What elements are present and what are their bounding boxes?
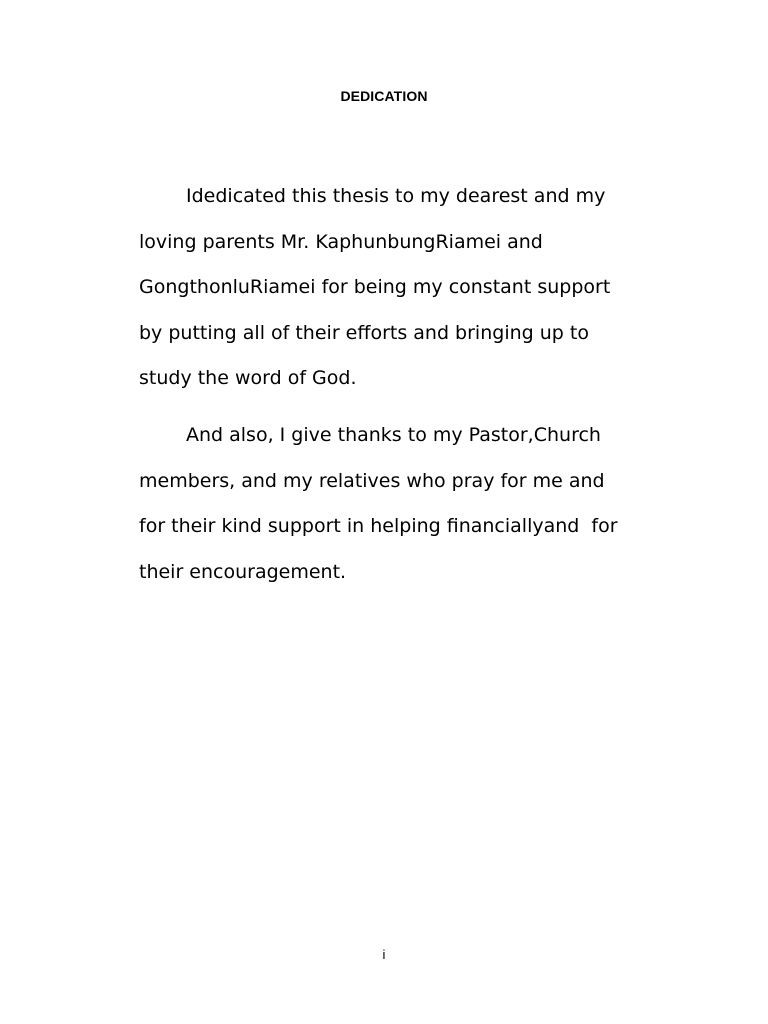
dedication-heading: DEDICATION [340, 88, 428, 104]
dedication-paragraph-1 [139, 174, 679, 402]
paragraph-line: study the word of God. [139, 367, 357, 389]
paragraph-line: GongthonluRiamei for being my constant support [139, 276, 611, 298]
paragraph-line: loving parents Mr. KaphunbungRiamei and [139, 230, 543, 253]
paragraph-line: Idedicated this thesis to my dearest and my [186, 185, 606, 207]
paragraph-line: And also, I give thanks to my Pastor,Church [186, 424, 601, 446]
paragraph-line: by putting all of their efforts and bringing up to [139, 321, 589, 344]
paragraph-line: for their kind support in helping financiallyand for [139, 515, 618, 537]
paragraph-line: members, and my relatives who pray for me and [139, 469, 605, 492]
page-number: i [382, 947, 386, 962]
dedication-paragraph-2 [139, 413, 679, 595]
paragraph-line: their encouragement. [139, 560, 347, 583]
